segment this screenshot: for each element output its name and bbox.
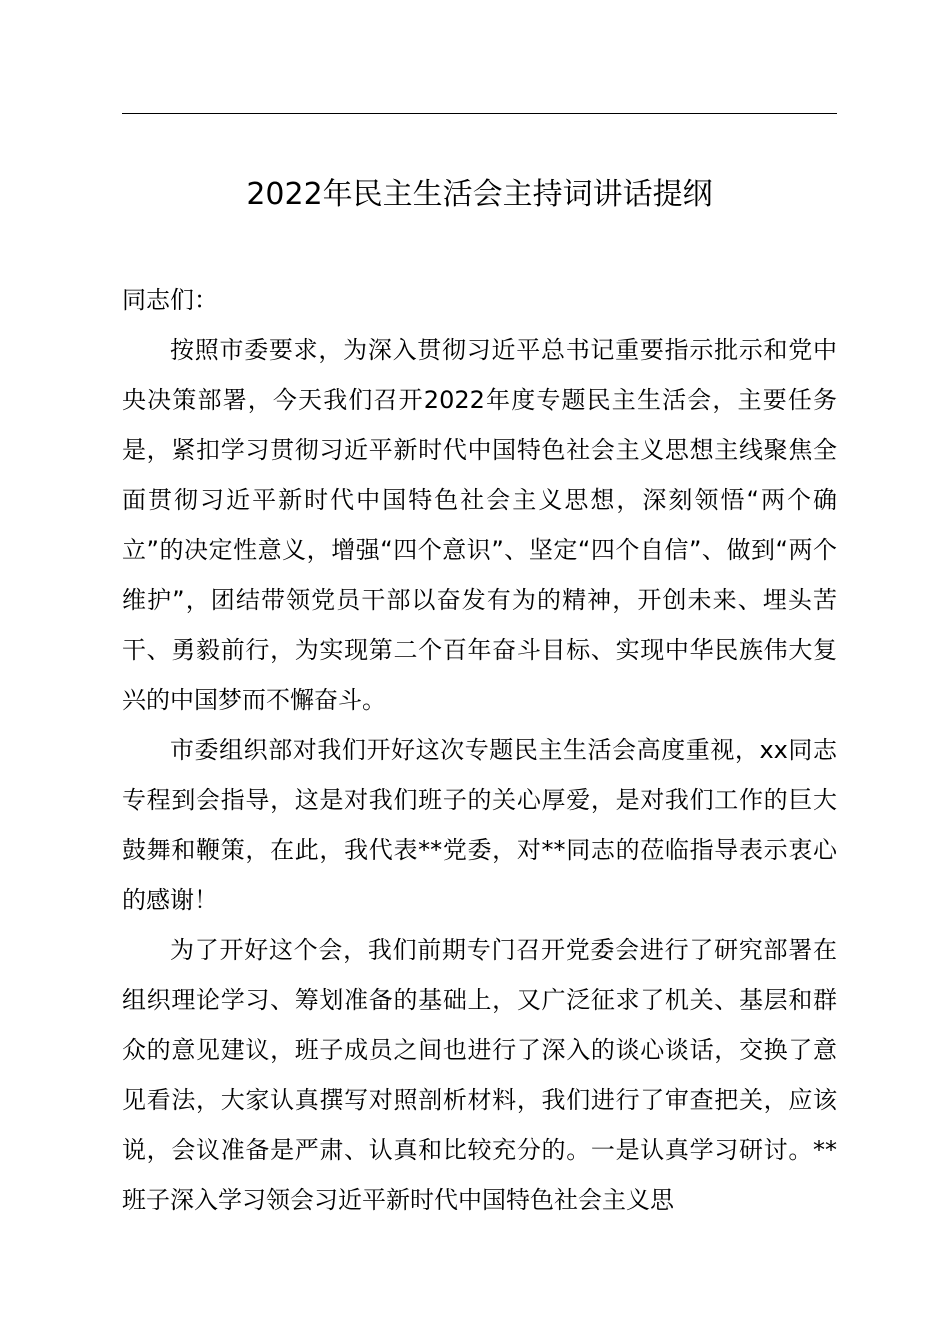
paragraph-3: 为了开好这个会，我们前期专门召开党委会进行了研究部署在组织理论学习、筹划准备的基础上，又广泛征求了机关、基层和群众的意见建议，班子成员之间也进行了深入的谈心谈话，交换了意见看法，大家认真撰写对照剖析材料，我们进行了审查把关，应该说，会议准备是严肃、认真和比较充分的。一是认真学习研讨。**班子深入学习领会习近平新时代中国特色社会主义思 [122,936,837,1214]
paragraph-2: 市委组织部对我们开好这次专题民主生活会高度重视，xx同志专程到会指导，这是对我们班子的关心厚爱，是对我们工作的巨大鼓舞和鞭策，在此，我代表**党委，对**同志的莅临指导表示衷心的感谢！ [122,736,837,914]
header-rule [122,113,837,114]
salutation: 同志们： [122,286,218,314]
document-title: 2022年民主生活会主持词讲话提纲 [246,177,713,212]
document-body [122,275,837,1225]
paragraph-1: 按照市委要求，为深入贯彻习近平总书记重要指示批示和党中央决策部署，今天我们召开2022年度专题民主生活会，主要任务是，紧扣学习贯彻习近平新时代中国特色社会主义思想主线聚焦全面贯彻习近平新时代中国特色社会主义思想，深刻领悟“两个确立”的决定性意义，增强“四个意识”、坚定“四个自信”、做到“两个维护”，团结带领党员干部以奋发有为的精神，开创未来、埋头苦干、勇毅前行，为实现第二个百年奋斗目标、实现中华民族伟大复兴的中国梦而不懈奋斗。 [122,336,837,714]
